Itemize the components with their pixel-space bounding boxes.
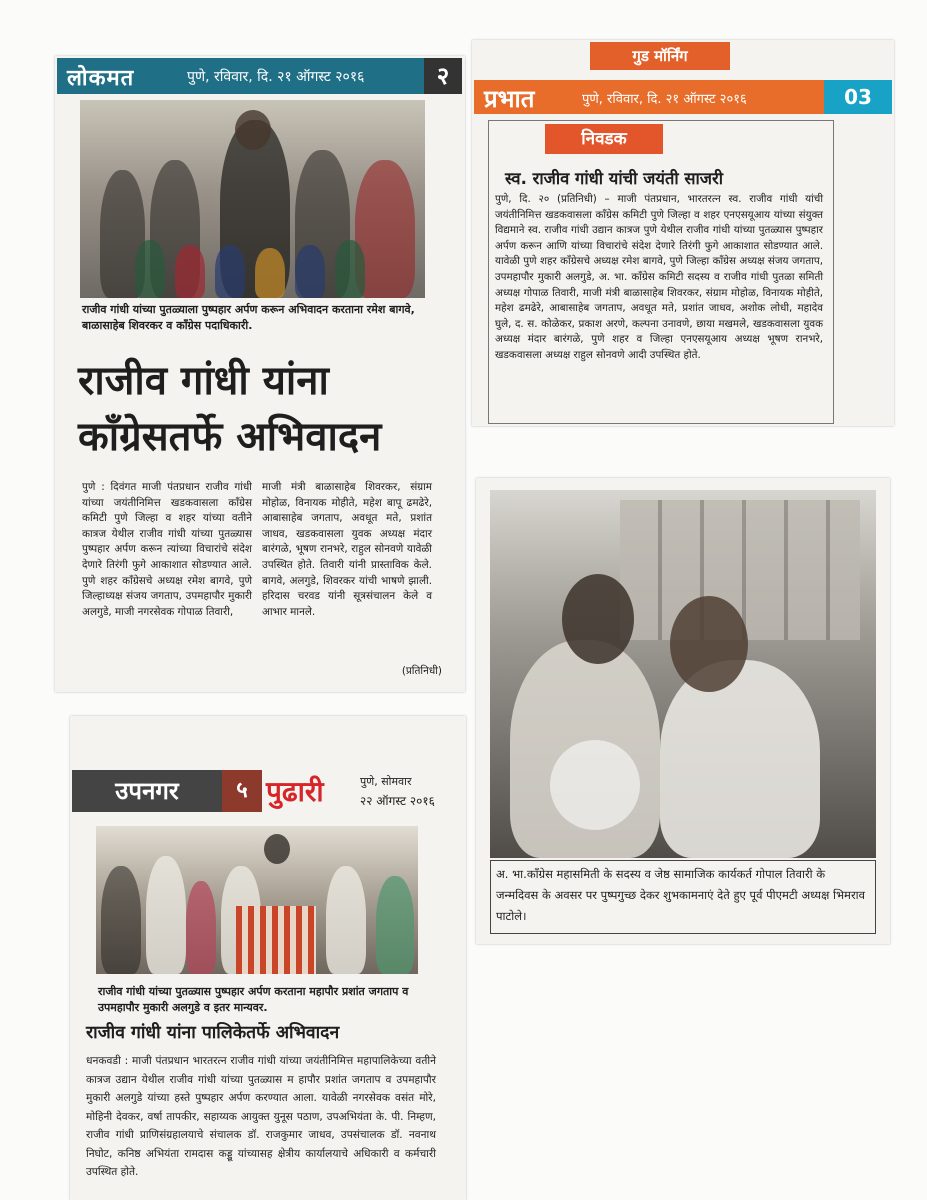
lokmat-logo: लोकमत: [67, 65, 135, 91]
lokmat-photo-caption: राजीव गांधी यांच्या पुतळ्याला पुष्पहार अर्पण करून अभिवादन करताना रमेश बागवे, बाळासाहेब शिवरकर व कॉंग्रेस पदाधिकारी.: [82, 303, 415, 332]
lokmat-dateline: पुणे, रविवार, दि. २१ ऑगस्ट २०१६: [187, 69, 365, 85]
lokmat-page-number: २: [424, 58, 462, 94]
lokmat-body-right: माजी मंत्री बाळासाहेब शिवरकर, संग्राम मोहोळ, विनायक मोहीते, महेश बापू ढमढेरे, आबासाहेब जगताप, अवधूत मते, प्रशांत जाधव, खडकवासला युवक अध्यक्ष मंदार बारंगळे, भूषण रानभरे, राहुल सोनवणे यावेळी उपस्थित होते. तिवारी यांनी प्रास्ताविक केले. बागवे, अलगुडे, शिवरकर यांची भाषणे झाली. हरिदास चरवड यांनी सूत्रसंचालन केले व आभार मानले.: [262, 481, 432, 618]
prabhat-body: पुणे, दि. २० (प्रतिनिधी) – माजी पंतप्रधान, भारतरत्न स्व. राजीव गांधी यांची जयंतीनिमित्त खडकवासला कॉंग्रेस कमिटी पुणे जिल्हा व शहर एनएसयूआय यांच्या संयुक्त विद्यमाने स्व. राजीव गांधी उद्यान कात्रज पुणे येथील राजीव गांधी यांच्या पुतळ्यास पुष्पहार अर्पण करून आणि यांच्या विचारांचे संदेश देणारे तिरंगी फुगे आकाशात सोडण्यात आले. यावेळी पुणे शहर कॉंग्रेसचे अध्यक्ष रमेश बागवे, पुणे जिल्हा कॉंग्रेस अध्यक्ष संजय जगताप, उपमहापौर मुकारी अलगुडे, अ. भा. कॉंग्रेस कमिटी सदस्य व राजीव गांधी पुतळा समिती अध्यक्ष गोपाळ तिवारी, माजी मंत्री बाळासाहेब शिवरकर, संग्राम मोहोळ, विनायक मोहीते, महेश ढमढेरे, आबासाहेब जगताप, अवधूत मते, प्रशांत जाधव, अशोक लोधी, महादेव घुले, द. स. कोळेकर, प्रकाश अरणे, कल्पना उनावणे, छाया मखमले, खडकवासला युवक अध्यक्ष मंदार बारंगळे, पुणे शहर व जिल्हा एनएसयूआय अध्यक्ष भूषण रानभरे, खडकवासला अध्यक्ष राहुल सोनवणे आदी उपस्थित होते.: [495, 193, 823, 361]
prabhat-page-number: 03: [824, 80, 892, 114]
lokmat-headline-line1: राजीव गांधी यांना: [78, 358, 329, 404]
pudhari-photo: [96, 826, 418, 974]
hindi-photo-caption: अ. भा.कॉंग्रेस महासमिती के सदस्य व जेष्ठ सामाजिक कार्यकर्त गोपाल तिवारी के जन्मदिवस के अवसर पर पुष्पगुच्छ देकर शुभकामनाएं देते हुए पूर्व पीएमटी अध्यक्ष भिमराव पाटोले।: [496, 867, 866, 923]
lokmat-headline-line2: कॉंग्रेसतर्फे अभिवादन: [78, 414, 382, 460]
lokmat-body-left: पुणे : दिवंगत माजी पंतप्रधान राजीव गांधी यांच्या जयंतीनिमित्त खडकवासला कॉंग्रेस कमिटी पुणे जिल्हा व शहर यांच्या वतीने कात्रज येथील राजीव गांधी यांच्या पुतळ्यास पुष्पहार अर्पण करून त्यांच्या विचारांचे संदेश देणारे तिरंगी फुगे आकाशात सोडण्यात आले. पुणे शहर कॉंग्रेसचे अध्यक्ष रमेश बागवे, पुणे जिल्हाध्यक्ष संजय जगताप, उपमहापौर मुकारी अलगुडे, माजी नगरसेवक गोपाळ तिवारी,: [82, 481, 252, 618]
hindi-photo: [490, 490, 876, 858]
lokmat-photo: [80, 100, 425, 298]
pudhari-body: धनकवडी : माजी पंतप्रधान भारतरत्न राजीव गांधी यांच्या जयंतीनिमित्त महापालिकेच्या वतीने कात्रज उद्यान येथील राजीव गांधी यांच्या पुतळ्यास म हापौर प्रशांत जगताप व उपमहापौर मुकारी अलगुडे यांच्या हस्ते पुष्पहार अर्पण करण्यात आला. यावेळी नगरसेवक वसंत मोरे, मोहिनी देवकर, वर्षा तापकीर, सहाय्यक आयुक्त युनूस पठाण, उपअभियंता के. पी. निम्हण, राजीव गांधी प्राणिसंग्रहालयाचे संचालक डॉ. राजकुमार जाधव, उपसंचालक डॉ. नवनाथ निघोट, कनिष्ठ अभियंता रामदास कड्डू यांच्यासह क्षेत्रीय कार्यालयाचे अधिकारी व कर्मचारी उपस्थित होते.: [86, 1055, 436, 1178]
statue-pedestal: [236, 906, 316, 974]
pudhari-date: २२ ऑगस्ट २०१६: [360, 794, 435, 808]
pudhari-section: उपनगर: [72, 770, 222, 812]
prabhat-headline: स्व. राजीव गांधी यांची जयंती साजरी: [505, 169, 724, 188]
good-morning-label: गुड मॉर्निंग: [590, 42, 730, 70]
prabhat-logo: प्रभात: [484, 84, 535, 113]
pudhari-logo: पुढारी: [266, 775, 324, 808]
bouquet: [550, 740, 640, 830]
pudhari-photo-caption: राजीव गांधी यांच्या पुतळ्यास पुष्पहार अर्पण करताना महापौर प्रशांत जगताप व उपमहापौर मुकारी अलगुडे व इतर मान्यवर.: [98, 985, 409, 1014]
prabhat-section-label: निवडक: [545, 124, 663, 154]
prabhat-dateline: पुणे, रविवार, दि. २१ ऑगस्ट २०१६: [582, 92, 747, 107]
pudhari-headline: राजीव गांधी यांना पालिकेतर्फे अभिवादन: [86, 1023, 340, 1043]
prabhat-masthead: [474, 80, 824, 114]
pudhari-masthead: [72, 770, 464, 812]
lokmat-byline: (प्रतिनिधी): [401, 665, 442, 677]
pudhari-city: पुणे, सोमवार: [360, 775, 412, 788]
pudhari-page-number: ५: [222, 770, 262, 812]
lokmat-masthead: [57, 58, 462, 94]
